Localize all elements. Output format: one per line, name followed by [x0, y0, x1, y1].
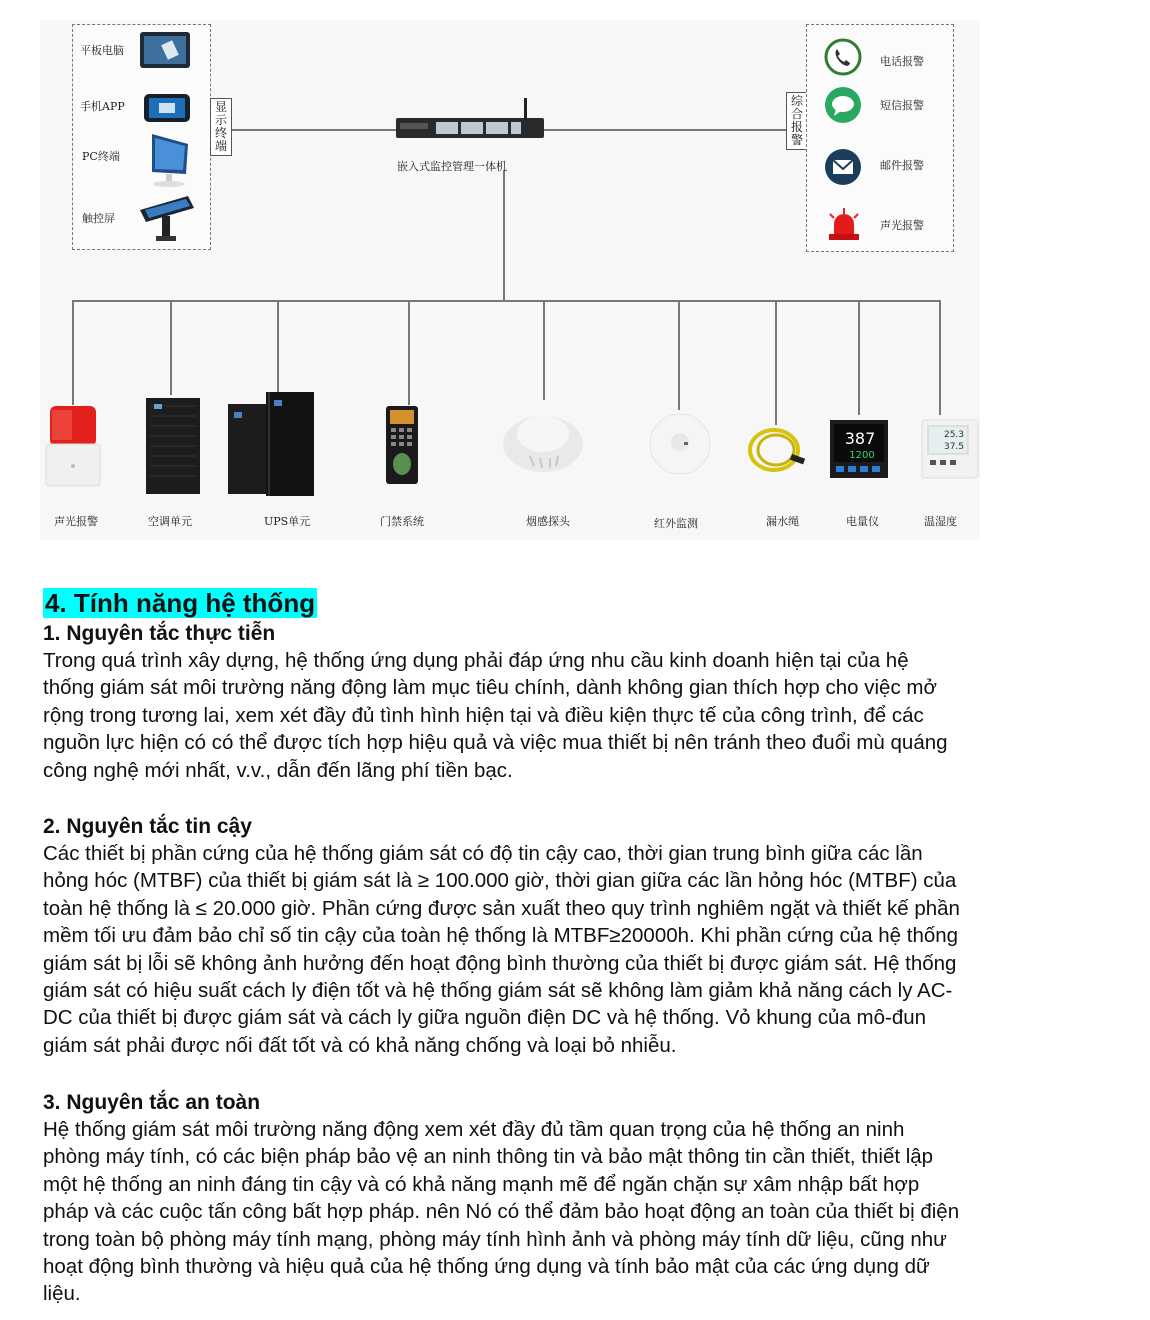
section-reliability [43, 813, 1123, 1059]
paragraph-line: hoạt động bình thường và hiệu quả của hệ thống ứng dụng và tính bảo mật của các ứng dụng dữ [43, 1255, 930, 1279]
paragraph-line: công nghệ mới nhất, v.v., dẫn đến lãng phí tiền bạc. [43, 758, 513, 782]
display-terminal-tag: 显 示 终 端 [210, 98, 232, 156]
paragraph [43, 840, 1123, 1059]
terminal-label-touchscreen: 触控屏 [82, 212, 115, 225]
paragraph-line: hỏng hóc (MTBF) của thiết bị giám sát là ≥ 100.000 giờ, thời gian giữa các lần hỏng hóc (MTBF) của [43, 869, 957, 893]
drop-line [72, 300, 74, 405]
terminal-label-phone-app: 手机APP [80, 100, 125, 113]
integrated-alarm-tag: 综 合 报 警 [786, 92, 808, 150]
paragraph-line: toàn hệ thống là ≤ 20.000 giờ. Phần cứng được sản xuất theo quy trình nghiêm ngặt và thiết kế phần [43, 896, 960, 920]
alarm-label-sms: 短信报警 [880, 99, 924, 112]
section-title: 4. Tính năng hệ thống [45, 588, 316, 618]
paragraph-line: liệu. [43, 1282, 81, 1306]
section-heading: 1. Nguyên tắc thực tiễn [43, 622, 276, 645]
infrared-sensor-icon [648, 412, 712, 481]
embedded-controller-icon [396, 96, 546, 147]
paragraph [43, 1116, 1123, 1308]
section-heading: 2. Nguyên tắc tin cậy [43, 815, 252, 838]
paragraph-line: rộng trong tương lai, xem xét đầy đủ tình hình hiện tại và điều kiện thực tế của công trình, để các [43, 703, 924, 727]
meter-reading-bottom: 1200 [849, 450, 875, 461]
alarm-label-phone: 电话报警 [880, 55, 924, 68]
email-alarm-icon [824, 148, 862, 191]
paragraph-line: một hệ thống an ninh đáng tin cậy và có khả năng mạnh mẽ để ngăn chặn sự xâm nhập bất hợp [43, 1172, 920, 1196]
drop-line [277, 300, 279, 395]
section-security [43, 1089, 1123, 1308]
water-leak-rope-icon [746, 424, 808, 481]
drop-line [775, 300, 777, 425]
access-control-icon [384, 404, 420, 491]
drop-line [408, 300, 410, 405]
paragraph-line: giám sát bị lỗi sẽ không ảnh hưởng đến hoạt động bình thường của thiết bị được giám sát. Hệ thống [43, 951, 957, 975]
controller-label: 嵌入式监控管理一体机 [397, 160, 507, 173]
siren-alarm-icon [824, 206, 864, 247]
power-meter-icon [828, 418, 890, 485]
device-label-siren: 声光报警 [54, 515, 98, 528]
connector-right [540, 129, 786, 131]
drop-line [543, 300, 545, 400]
paragraph-line: Các thiết bị phần cứng của hệ thống giám sát có độ tin cậy cao, thời gian trung bình giữa các lần [43, 842, 923, 865]
connector-bus [72, 300, 940, 302]
connector-trunk [503, 170, 505, 300]
terminal-label-pc: PC终端 [82, 150, 120, 163]
device-label-water-leak: 漏水绳 [766, 515, 799, 528]
alarm-label-email: 邮件报警 [880, 159, 924, 172]
device-label-air-conditioner: 空调单元 [148, 515, 192, 528]
drop-line [939, 300, 941, 415]
sms-alarm-icon [824, 86, 862, 129]
smartphone-icon [143, 92, 191, 129]
meter-reading-top: 387 [844, 429, 876, 448]
phone-alarm-icon [824, 38, 862, 81]
device-label-ups: UPS单元 [264, 515, 311, 528]
section-practical [43, 620, 1123, 784]
paragraph-line: trong toàn bộ phòng máy tính mạng, phòng máy tính hình ảnh và phòng máy tính dữ liệu, cũng như [43, 1227, 947, 1251]
siren-icon [44, 404, 102, 493]
drop-line [678, 300, 680, 410]
air-conditioner-icon [144, 396, 202, 501]
section-heading: 3. Nguyên tắc an toàn [43, 1091, 261, 1114]
sensor-reading-top: 25.3 [943, 430, 965, 440]
paragraph-line: Hệ thống giám sát môi trường năng động xem xét đầy đủ tầm quan trọng của hệ thống an ninh [43, 1118, 905, 1141]
ups-icon [226, 390, 318, 507]
device-label-temp-humidity: 温湿度 [924, 515, 957, 528]
paragraph-line: phòng máy tính, có các biện pháp bảo vệ an ninh thông tin và bảo mật thông tin cần thiết, thiết lập [43, 1145, 934, 1169]
device-label-access-control: 门禁系统 [380, 515, 424, 528]
paragraph-line: giám sát phải được nối đất tốt và có khả năng chống và loại bỏ nhiễu. [43, 1033, 677, 1057]
paragraph-line: giám sát có hiệu suất cách ly điện tốt và hệ thống giám sát sẽ không làm giảm khả năng cách ly AC- [43, 979, 953, 1003]
connector-left [232, 129, 396, 131]
monitor-icon [146, 132, 194, 193]
device-label-infrared: 红外监测 [654, 517, 698, 530]
device-label-power-meter: 电量仪 [846, 515, 879, 528]
touchscreen-kiosk-icon [136, 194, 196, 249]
paragraph-line: Trong quá trình xây dựng, hệ thống ứng dụng phải đáp ứng nhu cầu kinh doanh hiện tại của hệ [43, 649, 909, 672]
sensor-reading-bottom: 37.5 [943, 442, 965, 452]
system-architecture-diagram [40, 20, 980, 540]
smoke-detector-icon [500, 404, 586, 479]
device-label-smoke-detector: 烟感探头 [526, 515, 570, 528]
paragraph-line: DC của thiết bị được giám sát và cách ly giữa nguồn điện DC và hệ thống. Vỏ khung của mô-đun [43, 1006, 927, 1030]
terminal-label-tablet: 平板电脑 [80, 44, 124, 57]
alarm-label-siren: 声光报警 [880, 219, 924, 232]
paragraph-line: thống giám sát môi trường năng động làm mục tiêu chính, dành không gian thích hợp cho việc mở [43, 676, 937, 700]
paragraph-line: pháp và các cuộc tấn công bất hợp pháp. nên Nó có thể đảm bảo hoạt động an toàn của thiết bị điện [43, 1200, 960, 1224]
paragraph-line: mềm tối ưu đảm bảo chỉ số tin cậy của toàn hệ thống là MTBF≥20000h. Khi phần cứng của hệ thống [43, 924, 959, 948]
tablet-icon [139, 30, 191, 75]
temp-humidity-icon [920, 418, 980, 485]
paragraph [43, 647, 1123, 784]
paragraph-line: nguồn lực hiện có có thể được tích hợp hiệu quả và việc mua thiết bị nên tránh theo đuổi mù quáng [43, 731, 948, 755]
drop-line [858, 300, 860, 415]
drop-line [170, 300, 172, 395]
